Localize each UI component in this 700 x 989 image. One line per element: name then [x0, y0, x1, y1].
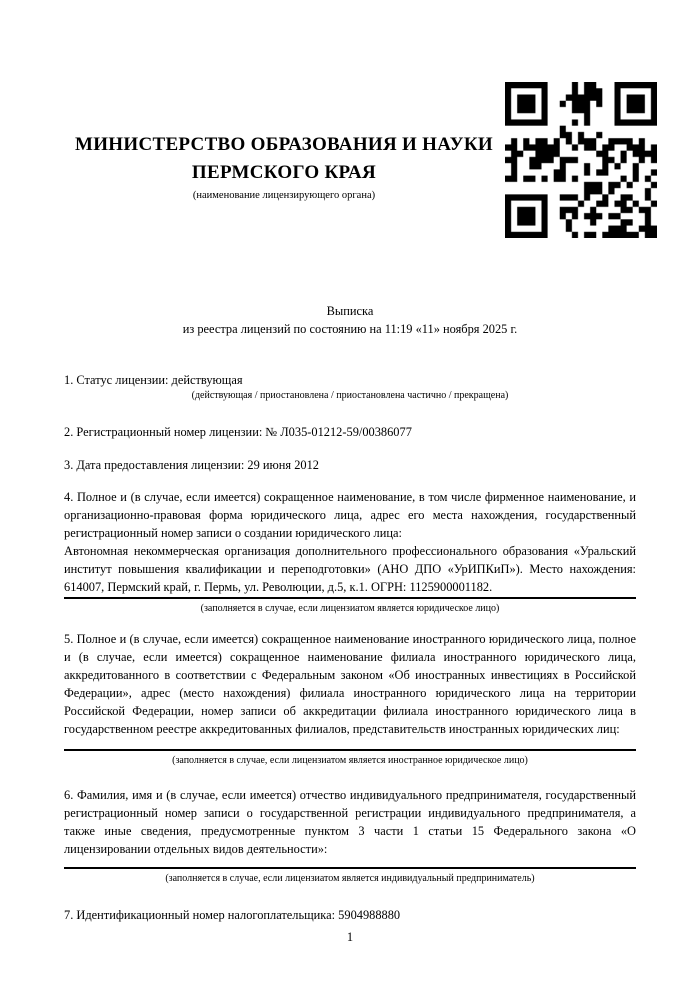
document-title [64, 302, 636, 338]
item-1-note: (действующая / приостановлена / приостановлена частично / прекращена) [191, 390, 509, 401]
item-6-note: (заполняется в случае, если лицензиатом является индивидуальный предприниматель) [165, 873, 535, 884]
item-6-label: 6. Фамилия, имя и (в случае, если имеется) отчество индивидуального предпринимателя, государственный регистрационный номер записи о государственной регистрации индивидуального предпринимателя, а также иные сведения, предусмотренные пунктом 3 части 1 статьи 15 Федерального закона «О лицензировании отдельных видов деятельности»: [64, 788, 636, 856]
item-4-legal-entity [64, 488, 636, 615]
licensing-authority-header [64, 131, 504, 203]
ministry-name-line1: МИНИСТЕРСТВО ОБРАЗОВАНИЯ И НАУКИ [74, 134, 494, 155]
item-5-note: (заполняется в случае, если лицензиатом является иностранное юридическое лицо) [172, 755, 528, 766]
item-5-foreign-entity [64, 630, 636, 767]
item-5-fill-line [64, 749, 636, 751]
item-4-label: 4. Полное и (в случае, если имеется) сокращенное наименование, в том числе фирменное наименование, и организационно-правовая форма юридического лица, адрес его места нахождения, государственный регистрационный номер записи о создании юридического лица: [64, 490, 636, 540]
item-3-grant-date: 3. Дата предоставления лицензии: 29 июня 2012 [64, 458, 320, 472]
license-items [64, 371, 636, 924]
item-6-individual-entrepreneur [64, 786, 636, 885]
item-6-fill-line [64, 867, 636, 869]
item-1-status [64, 371, 636, 402]
item-1-text: 1. Статус лицензии: действующая [64, 373, 243, 387]
document-title-line2: из реестра лицензий по состоянию на 11:19 «11» ноября 2025 г. [182, 322, 518, 336]
item-4-fill-line [64, 597, 636, 599]
item-2-registration-number: 2. Регистрационный номер лицензии: № Л035-01212-59/00386077 [64, 425, 412, 439]
item-5-label: 5. Полное и (в случае, если имеется) сокращенное наименование иностранного юридического лица, полное и (в случае, если имеется) сокращенное наименование филиала иностранного юридического лица, аккредитованного в соответствии с Федеральным законом «Об иностранных инвестициях в Российской Федерации», адрес (место нахождения) филиала иностранного юридического лица на территории Российской Федерации, номер записи об аккредитации филиала иностранного юридического лица в государственном реестре аккредитованных филиалов, представительств иностранных юридических лиц: [64, 632, 636, 736]
document-content [64, 0, 636, 924]
item-7-taxpayer-id: 7. Идентификационный номер налогоплательщика: 5904988880 [64, 908, 401, 922]
item-4-note: (заполняется в случае, если лицензиатом является юридическое лицо) [200, 603, 500, 614]
page-number: 1 [346, 930, 354, 944]
document-title-line1: Выписка [326, 304, 374, 318]
item-4-value: Автономная некоммерческая организация дополнительного профессионального образования «Уральский институт повышения квалификации и переподготовки» (АНО ДПО «УрИПКиП»). Место нахождения: 614007, Пермский край, г. Пермь, ул. Революции, д.5, к.1. ОГРН: 1125900001182. [64, 544, 636, 594]
authority-caption: (наименование лицензирующего органа) [192, 190, 376, 201]
ministry-name-line2: ПЕРМСКОГО КРАЯ [191, 162, 377, 183]
